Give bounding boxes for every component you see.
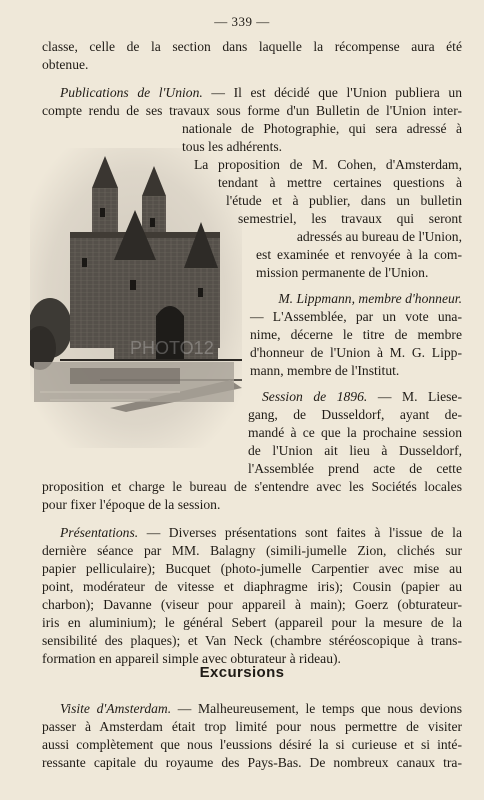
gate-tower-illustration (30, 148, 242, 448)
text-line: Visite d'Amsterdam. — Malheureusement, le temps que nous devions (60, 701, 463, 716)
page-number: — 339 — (214, 14, 270, 29)
text-line: compte rendu de ses travaux sous forme d'un Bulletin de l'Union inter- (42, 103, 462, 118)
text-line: mission permanente de l'Union. (256, 265, 429, 280)
text-line: mandé à ce que la prochaine session (248, 425, 462, 440)
text-line: est examinée et renvoyée à la com- (256, 247, 462, 262)
text-line: classe, celle de la section dans laquelle la récompense aura été (42, 39, 462, 54)
section-title: Présentations. (60, 525, 147, 540)
text-line: nime, décerne le titre de membre (250, 327, 462, 342)
text-line: aussi complètement que nous l'eussions désiré la si curieuse et si inté- (42, 737, 462, 752)
text-line: Session de 1896. — M. Liese- (262, 389, 462, 404)
section-heading-excursions: Excursions (199, 664, 285, 681)
text-line: de l'Union ait lieu à Dusseldorf, (248, 443, 462, 458)
section-title: Publications de l'Union. (60, 85, 212, 100)
section-title-lippmann: M. Lippmann, membre d'honneur. (278, 291, 462, 306)
text-line: — L'Assemblée, par un vote una- (250, 309, 462, 324)
text-line: l'Assemblée prend acte de cette (248, 461, 462, 476)
text-line: point, modérateur de vitesse et diaphragme iris); Cousin (papier au (42, 579, 462, 594)
text-line: nationale de Photographie, qui sera adressé à (182, 121, 462, 136)
text-line: tendant à mettre certaines questions à (218, 175, 462, 190)
text-line: ressante capitale du royaume des Pays-Bas. De nombreux canaux tra- (42, 755, 462, 770)
text-line: adressés au bureau de l'Union, (296, 229, 462, 244)
text-line: charbon); Davanne (viseur pour appareil à main); Goerz (obturateur- (42, 597, 462, 612)
text-line: pour fixer l'époque de la session. (42, 497, 221, 512)
text-line: Publications de l'Union. — Il est décidé que l'Union publiera un (60, 85, 463, 100)
text-line: obtenue. (42, 57, 89, 72)
watermark-text: PHOTO12 (130, 338, 214, 358)
text-line: papier pelliculaire); Bucquet (photo-jumelle Carpentier avec mise au (42, 561, 462, 576)
text-line: formation en appareil simple avec obturateur à rideau). (42, 651, 341, 666)
section-title: Visite d'Amsterdam. (60, 701, 178, 716)
text-line: passer à Amsterdam était trop limité pour nous permettre de visiter (42, 719, 462, 734)
text-line: l'étude et à publier, dans un bulletin (226, 193, 462, 208)
text-line: tous les adhérents. (182, 139, 283, 154)
text-line: semestriel, les travaux qui seront (238, 211, 462, 226)
text-line: proposition et charge le bureau de s'entendre avec les Sociétés locales (42, 479, 462, 494)
text-line: dernière séance par MM. Balagny (simili-jumelle Zion, clichés sur (42, 543, 462, 558)
text-line: sensibilité des plaques); et Van Neck (chambre stéréoscopique à trans- (42, 633, 462, 648)
text-line: d'honneur de l'Union à M. G. Lipp- (250, 345, 462, 360)
text-line: Présentations. — Diverses présentations sont faites à l'issue de la (60, 525, 462, 540)
text-line: iris en aluminium); le général Sebert (appareil pour la mesure de la (42, 615, 462, 630)
text-line: La proposition de M. Cohen, d'Amsterdam, (194, 157, 462, 172)
text-line: mann, membre de l'Institut. (250, 363, 400, 378)
section-title: Session de 1896. (262, 389, 378, 404)
text-line: gang, de Dusseldorf, ayant de- (248, 407, 462, 422)
